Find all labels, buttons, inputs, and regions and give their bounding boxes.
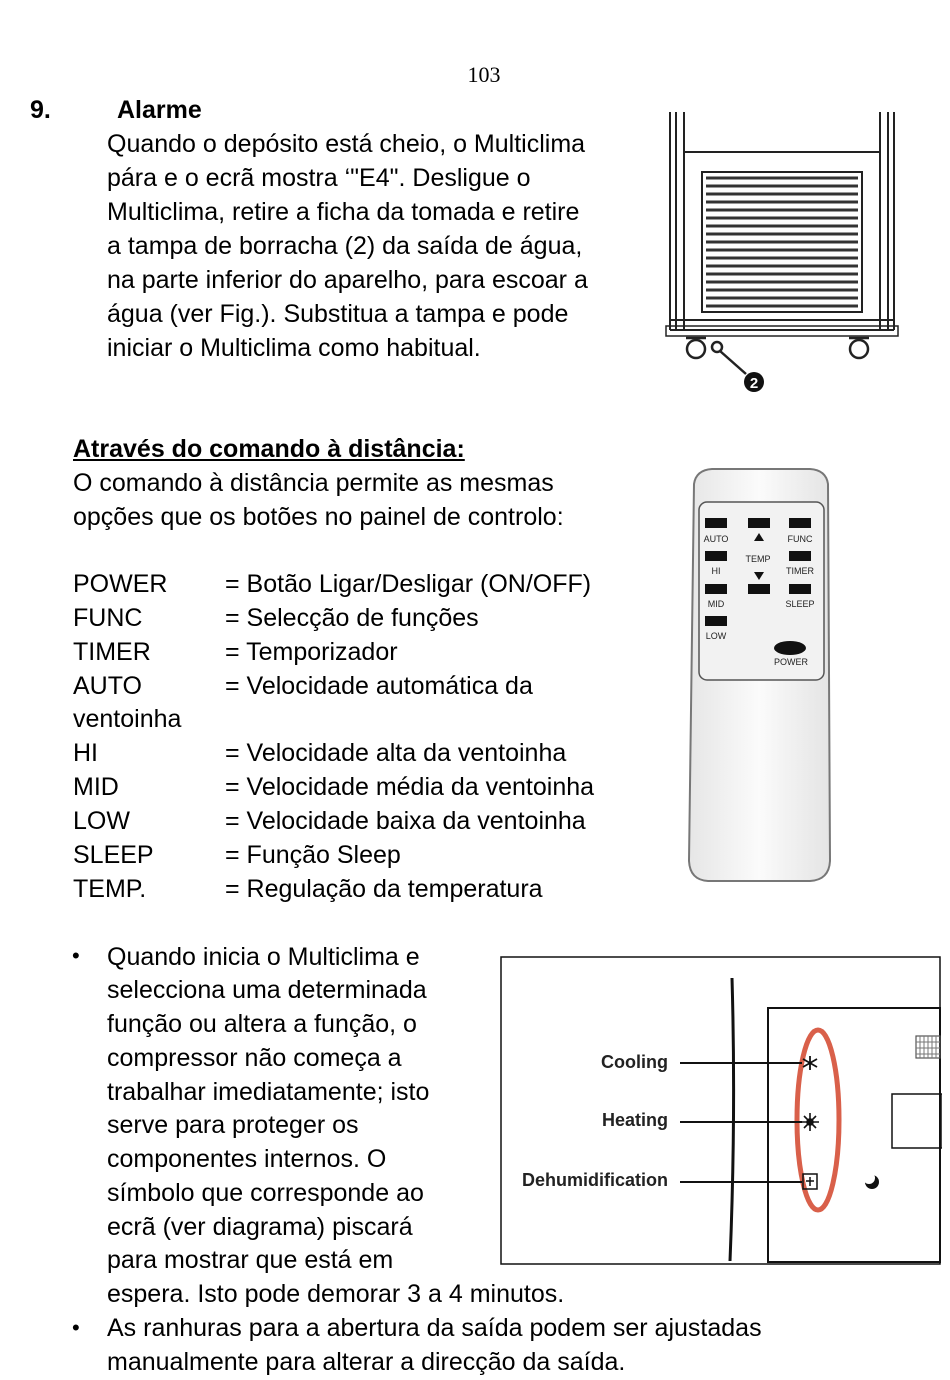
bullet-line: Quando inicia o Multiclima e: [107, 943, 420, 971]
bullet-line: manualmente para alterar a direcção da saída.: [107, 1348, 626, 1376]
bullet-line: símbolo que corresponde ao: [107, 1179, 424, 1207]
definition-value: = Velocidade alta da ventoinha: [225, 739, 567, 767]
bullet-line: função ou altera a função, o: [107, 1010, 417, 1038]
paragraph-line: na parte inferior do aparelho, para escoar a: [107, 266, 588, 294]
definition-value: = Selecção de funções: [225, 604, 479, 632]
label-dehumidification: Dehumidification: [521, 1170, 668, 1190]
definition-value: = Regulação da temperatura: [225, 875, 543, 903]
control-panel-figure: [500, 956, 942, 1266]
definition-key: LOW: [73, 807, 130, 835]
definition-key: FUNC: [73, 604, 143, 632]
label-cooling: Cooling: [601, 1052, 668, 1072]
bullet-line: ecrã (ver diagrama) piscará: [107, 1213, 413, 1241]
bullet-line: trabalhar imediatamente; isto: [107, 1078, 430, 1106]
remote-label-mid: MID: [707, 599, 725, 609]
bullet-line: serve para proteger os: [107, 1111, 359, 1139]
remote-label-auto: AUTO: [703, 534, 729, 544]
bullet-line: para mostrar que está em: [107, 1246, 394, 1274]
page-number: 103: [467, 62, 501, 87]
remote-label-sleep: SLEEP: [785, 599, 815, 609]
definition-key: TIMER: [73, 638, 151, 666]
definition-key: AUTO: [73, 672, 142, 700]
unit-drain-figure: [662, 108, 902, 398]
paragraph-line: Multiclima, retire a ficha da tomada e retire: [107, 198, 580, 226]
definition-value: = Temporizador: [225, 638, 398, 666]
definition-value: = Velocidade média da ventoinha: [225, 773, 595, 801]
paragraph-line: Quando o depósito está cheio, o Multiclima: [107, 130, 586, 158]
remote-label-low: LOW: [705, 631, 727, 641]
callout-number: 2: [749, 375, 759, 392]
power-button: [774, 641, 806, 655]
paragraph-line: iniciar o Multiclima como habitual.: [107, 334, 481, 362]
bullet-line: As ranhuras para a abertura da saída podem ser ajustadas: [107, 1314, 762, 1342]
bullet-line: espera. Isto pode demorar 3 a 4 minutos.: [107, 1280, 565, 1308]
definition-value: = Velocidade baixa da ventoinha: [225, 807, 586, 835]
bullet-line: compressor não começa a: [107, 1044, 402, 1072]
remote-intro-line: opções que os botões no painel de controlo:: [73, 503, 564, 531]
label-heating: Heating: [601, 1110, 668, 1130]
definition-key: POWER: [73, 570, 168, 598]
definition-key: HI: [73, 739, 98, 767]
paragraph-line: a tampa de borracha (2) da saída de água,: [107, 232, 583, 260]
bullet-marker: •: [72, 1315, 80, 1340]
remote-label-timer: TIMER: [786, 566, 814, 576]
remote-heading: Através do comando à distância:: [73, 435, 465, 463]
definition-key: ventoinha: [73, 705, 182, 733]
remote-intro-line: O comando à distância permite as mesmas: [73, 469, 554, 497]
bullet-line: componentes internos. O: [107, 1145, 387, 1173]
definition-value: = Função Sleep: [225, 841, 401, 869]
definition-key: SLEEP: [73, 841, 154, 869]
paragraph-line: água (ver Fig.). Substitua a tampa e pode: [107, 300, 569, 328]
remote-label-temp: TEMP: [745, 554, 771, 564]
remote-label-func: FUNC: [787, 534, 813, 544]
bullet-line: selecciona uma determinada: [107, 976, 427, 1004]
definition-key: MID: [73, 773, 119, 801]
section-title: Alarme: [117, 96, 202, 124]
bullet-marker: •: [72, 943, 80, 968]
remote-label-hi: HI: [711, 566, 721, 576]
definition-value: = Velocidade automática da: [225, 672, 533, 700]
section-number: 9.: [30, 96, 51, 124]
remote-control-figure: [682, 466, 837, 884]
definition-value: = Botão Ligar/Desligar (ON/OFF): [225, 570, 592, 598]
paragraph-line: pára e o ecrã mostra ‘"E4". Desligue o: [107, 164, 531, 192]
remote-label-power: POWER: [773, 657, 809, 667]
definition-key: TEMP.: [73, 875, 147, 903]
unit-grille: [706, 178, 858, 306]
